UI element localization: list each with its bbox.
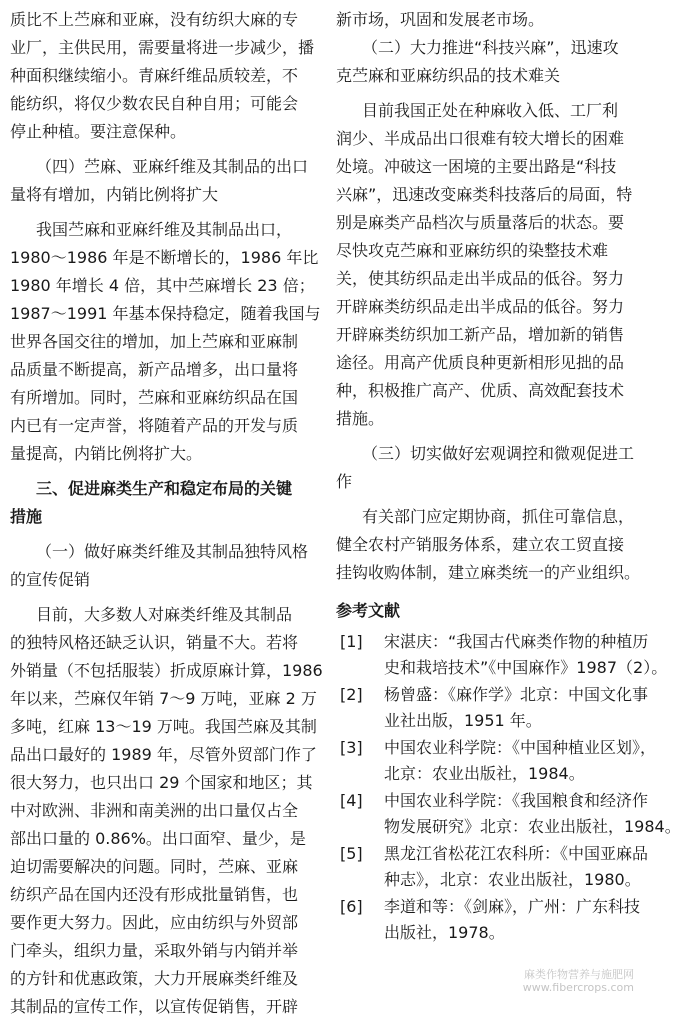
reference-entry-line — [336, 654, 668, 682]
body-text-line: 其制品的宣传工作，以宣传促销售，开辟 — [10, 997, 299, 1016]
reference-number: [2] — [340, 685, 363, 704]
body-text-line: 业厂，主供民用，需要量将进一步减少，播 — [10, 38, 315, 57]
watermark-url: www.fibercrops.com — [522, 981, 634, 994]
reference-number: [4] — [340, 791, 363, 810]
body-text-line: 1987～1991 年基本保持稳定，随着我国与 — [10, 304, 321, 323]
body-text-line: 别是麻类产品档次与质量落后的状态。要 — [336, 213, 625, 232]
body-text-line: 部出口量的 0.86%。出口面窄、量少，是 — [10, 829, 306, 848]
body-text-line: 能纺织，将仅少数农民自种自用；可能会 — [10, 94, 299, 113]
body-text-line: （三）切实做好宏观调控和微观促进工 — [362, 444, 635, 463]
reference-entry-line — [336, 734, 657, 762]
body-text-line: 尽快攻克苎麻和亚麻纺织的染整技术难 — [336, 241, 609, 260]
body-text-line: 品质量不断提高，新产品增多，出口量将 — [10, 360, 299, 379]
body-text-line: 量将有增加，内销比例将扩大 — [10, 185, 219, 204]
body-text-line: 质比不上苎麻和亚麻，没有纺织大麻的专 — [10, 10, 299, 29]
reference-entry-line — [336, 919, 630, 947]
reference-text: 出版社，1978。 — [384, 923, 505, 942]
body-text-line: 的独特风格还缺乏认识，销量不大。若将 — [10, 633, 299, 652]
body-text-line: 开辟麻类纺织品走出半成品的低谷。努力 — [336, 297, 625, 316]
body-text-line: 要作更大努力。因此，应由纺织与外贸部 — [10, 913, 299, 932]
body-text-line: （四）苎麻、亚麻纤维及其制品的出口 — [36, 157, 309, 176]
reference-number: [6] — [340, 897, 363, 916]
reference-entry-line — [336, 813, 681, 841]
site-watermark — [523, 968, 634, 994]
references-heading: 参考文献 — [336, 601, 401, 620]
body-text-line: 措施。 — [336, 409, 385, 428]
watermark-site-name: 麻类作物营养与施肥网 — [524, 968, 634, 981]
body-text-line: 停止种植。要注意保种。 — [10, 122, 187, 141]
body-text-line: 的方针和优惠政策，大力开展麻类纤维及 — [10, 969, 299, 988]
body-text-line: 目前，大多数人对麻类纤维及其制品 — [36, 605, 293, 624]
body-text-line: 年以来，苎麻仅年销 7～9 万吨，亚麻 2 万 — [10, 689, 317, 708]
reference-number: [3] — [340, 738, 363, 757]
body-text-line: 1980 年增长 4 倍，其中苎麻增长 23 倍； — [10, 276, 315, 295]
body-text-line: 挂钩收购体制，建立麻类统一的产业组织。 — [336, 563, 641, 582]
reference-number: [5] — [340, 844, 363, 863]
body-text-line: 外销量（不包括服装）折成原麻计算，1986 — [10, 661, 323, 680]
body-text-line: 品出口最好的 1989 年，尽管外贸部门作了 — [10, 745, 317, 764]
reference-entry-line — [336, 681, 649, 709]
body-text-line: 种，积极推广高产、优质、高效配套技术 — [336, 381, 625, 400]
body-text-line: 目前我国正处在种麻收入低、工厂利 — [362, 101, 619, 120]
body-text-line: 中对欧洲、非洲和南美洲的出口量仅占全 — [10, 801, 299, 820]
reference-entry-line — [336, 866, 641, 894]
reference-text: 中国农业科学院：《中国种植业区划》， — [384, 738, 657, 757]
body-text-line: 我国苎麻和亚麻纤维及其制品出口， — [36, 220, 293, 239]
left-text-column — [10, 0, 323, 1016]
section-heading-line: 措施 — [10, 507, 43, 526]
body-text-line: 新市场，巩固和发展老市场。 — [336, 10, 545, 29]
body-text-line: 处境。冲破这一困境的主要出路是“科技 — [336, 157, 617, 176]
body-text-line: 门牵头，组织力量，采取外销与内销并举 — [10, 941, 299, 960]
reference-text: 物发展研究》北京：农业出版社，1984。 — [384, 817, 681, 836]
body-text-line: 关，使其纺织品走出半成品的低谷。努力 — [336, 269, 625, 288]
reference-text: 北京：农业出版社，1984。 — [384, 764, 585, 783]
body-text-line: 很大努力，也只出口 29 个国家和地区；其 — [10, 773, 313, 792]
body-text-line: 健全农村产销服务体系，建立农工贸直接 — [336, 535, 625, 554]
reference-entry-line — [336, 628, 649, 656]
body-text-line: 种面积继续缩小。青麻纤维品质较差，不 — [10, 66, 299, 85]
reference-entry-line — [336, 760, 630, 788]
reference-entry-line — [336, 840, 649, 868]
body-text-line: 的宣传促销 — [10, 570, 91, 589]
body-text-line: 迫切需要解决的问题。同时，苎麻、亚麻 — [10, 857, 299, 876]
body-text-line: 润少、半成品出口很难有较大增长的困难 — [336, 129, 625, 148]
reference-text: 杨曾盛：《麻作学》北京：中国文化事 — [384, 685, 649, 704]
body-text-line: 开辟麻类纺织加工新产品，增加新的销售 — [336, 325, 625, 344]
right-text-column — [336, 0, 681, 1000]
body-text-line: 作 — [336, 472, 353, 491]
body-text-line: 1980～1986 年是不断增长的，1986 年比 — [10, 248, 319, 267]
section-heading-line: 三、促进麻类生产和稳定布局的关键 — [36, 479, 293, 498]
body-text-line: （一）做好麻类纤维及其制品独特风格 — [36, 542, 309, 561]
body-text-line: 有关部门应定期协商，抓住可靠信息， — [362, 507, 635, 526]
reference-text: 李道和等：《剑麻》，广州：广东科技 — [384, 897, 641, 916]
reference-entry-line — [336, 707, 630, 735]
reference-text: 史和栽培技术”《中国麻作》1987（2）。 — [384, 658, 668, 677]
reference-text: 宋湛庆：“我国古代麻类作物的种植历 — [384, 632, 649, 651]
body-text-line: 有所增加。同时，苎麻和亚麻纺织品在国 — [10, 388, 299, 407]
body-text-line: 途径。用高产优质良种更新相形见拙的品 — [336, 353, 625, 372]
body-text-line: （二）大力推进“科技兴麻”，迅速攻 — [362, 38, 619, 57]
body-text-line: 多吨，红麻 13～19 万吨。我国苎麻及其制 — [10, 717, 317, 736]
body-text-line: 纺织产品在国内还没有形成批量销售，也 — [10, 885, 299, 904]
reference-text: 业社出版，1951 年。 — [384, 711, 542, 730]
reference-entry-line — [336, 787, 649, 815]
body-text-line: 内已有一定声誉，将随着产品的开发与质 — [10, 416, 299, 435]
reference-entry-line — [336, 893, 641, 921]
body-text-line: 世界各国交往的增加，加上苎麻和亚麻制 — [10, 332, 299, 351]
body-text-line: 兴麻”，迅速改变麻类科技落后的局面，特 — [336, 185, 633, 204]
body-text-line: 量提高，内销比例将扩大。 — [10, 444, 203, 463]
body-text-line: 克苎麻和亚麻纺织品的技术难关 — [336, 66, 561, 85]
reference-text: 种志》，北京：农业出版社，1980。 — [384, 870, 641, 889]
reference-number: [1] — [340, 632, 363, 651]
reference-text: 中国农业科学院：《我国粮食和经济作 — [384, 791, 649, 810]
reference-text: 黑龙江省松花江农科所：《中国亚麻品 — [384, 844, 649, 863]
